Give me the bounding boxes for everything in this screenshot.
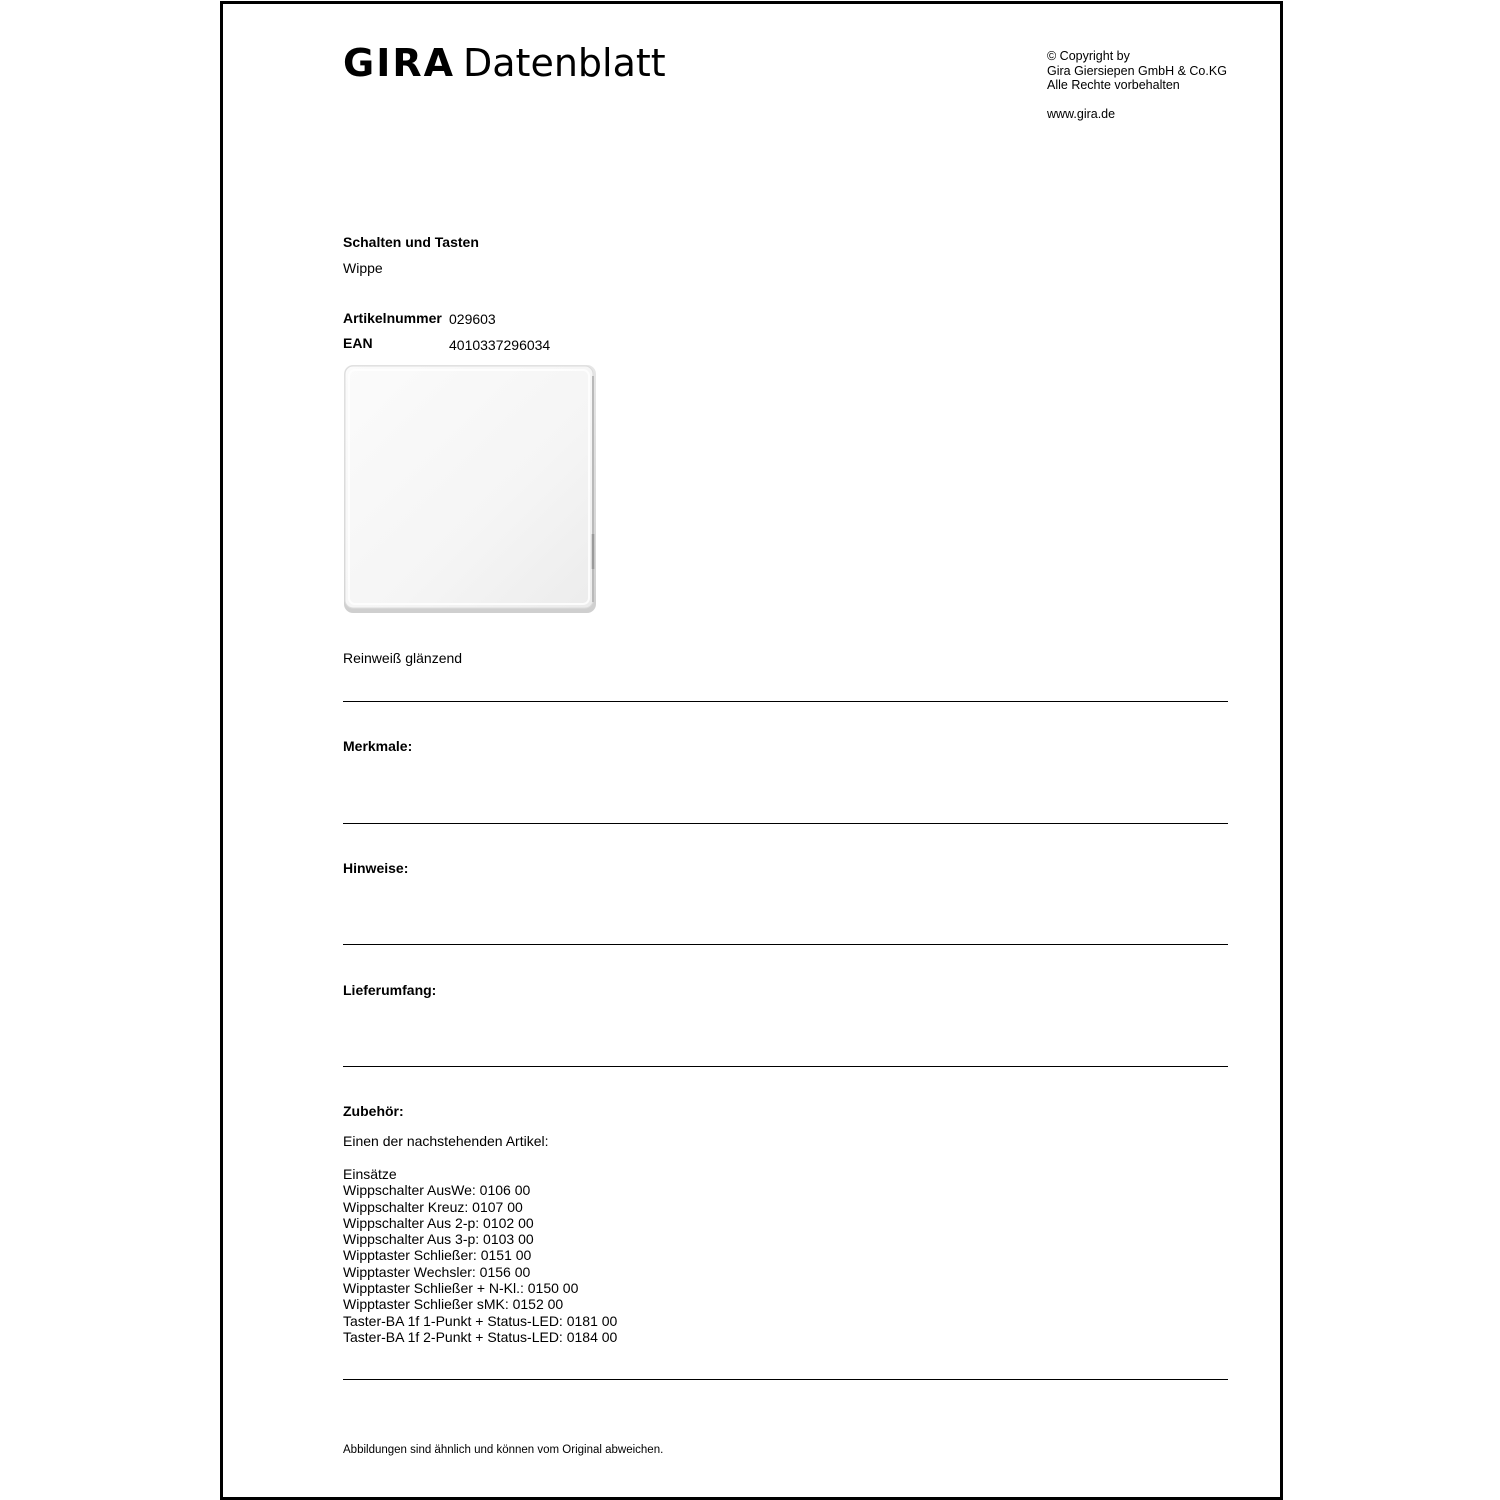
product-finish: Reinweiß glänzend (343, 650, 463, 666)
accessories-intro: Einen der nachstehenden Artikel: (343, 1133, 549, 1149)
divider (343, 823, 1228, 824)
list-item: Wipptaster Schließer sMK: 0152 00 (343, 1296, 564, 1313)
divider (343, 701, 1228, 702)
list-item: Taster-BA 1f 1-Punkt + Status-LED: 0181 00 (343, 1312, 618, 1329)
list-item: Wipptaster Wechsler: 0156 00 (343, 1263, 531, 1280)
accessories-heading: Zubehör: (343, 1103, 404, 1119)
notes-heading: Hinweise: (343, 860, 409, 876)
list-item: Wippschalter Aus 3-p: 0103 00 (343, 1231, 534, 1248)
list-item: Wippschalter Aus 2-p: 0102 00 (343, 1214, 534, 1231)
website-link[interactable]: www.gira.de (1047, 106, 1116, 121)
copyright-block (1047, 49, 1227, 121)
article-number-label: Artikelnummer (343, 310, 442, 326)
features-heading: Merkmale: (343, 738, 413, 754)
list-item: Wippschalter AusWe: 0106 00 (343, 1182, 531, 1199)
footer-disclaimer: Abbildungen sind ähnlich und können vom Original abweichen. (343, 1444, 664, 1456)
brand-name: GIRA (343, 41, 455, 85)
ean-value: 4010337296034 (449, 337, 551, 353)
ean-label: EAN (343, 335, 373, 351)
list-item: Wipptaster Schließer + N-Kl.: 0150 00 (343, 1280, 579, 1297)
divider (343, 1379, 1228, 1380)
copyright-line: © Copyright by (1047, 49, 1130, 63)
article-number-value: 029603 (449, 311, 496, 327)
copyright-line: Alle Rechte vorbehalten (1047, 78, 1180, 92)
delivery-heading: Lieferumfang: (343, 982, 437, 998)
rocker-switch-illustration (343, 364, 597, 614)
accessories-group-title: Einsätze (343, 1166, 397, 1182)
divider (343, 944, 1228, 945)
accessories-list (343, 1166, 617, 1345)
product-name: Wippe (343, 260, 383, 276)
gira-datenblatt-logo (343, 41, 666, 85)
product-category: Schalten und Tasten (343, 234, 479, 250)
copyright-line: Gira Giersiepen GmbH & Co.KG (1047, 63, 1227, 78)
list-item: Wippschalter Kreuz: 0107 00 (343, 1198, 523, 1215)
list-item: Wipptaster Schließer: 0151 00 (343, 1247, 532, 1264)
document-title: Datenblatt (463, 41, 666, 85)
list-item: Taster-BA 1f 2-Punkt + Status-LED: 0184 00 (343, 1328, 618, 1345)
white-rocker-switch-image (343, 364, 597, 614)
divider (343, 1066, 1228, 1067)
